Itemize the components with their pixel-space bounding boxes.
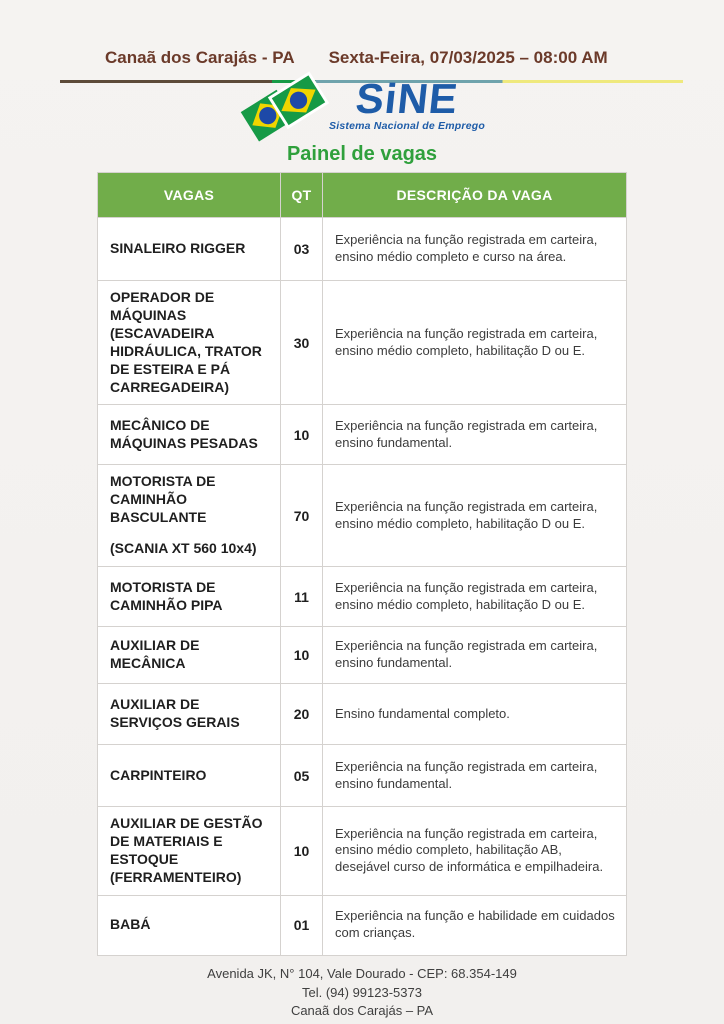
sine-logo <box>0 71 724 143</box>
header-location: Canaã dos Carajás - PA <box>105 48 295 67</box>
header-datetime: Sexta-Feira, 07/03/2025 – 08:00 AM <box>328 48 608 67</box>
vacancy-name-cell: SINALEIRO RIGGER <box>98 218 281 281</box>
vacancy-name-cell: AUXILIAR DE GESTÃO DE MATERIAIS E ESTOQUE (FERRAMENTEIRO) <box>98 807 281 896</box>
table-row <box>98 218 627 281</box>
table-header-row <box>98 173 627 218</box>
vacancy-name-cell: AUXILIAR DE SERVIÇOS GERAIS <box>98 684 281 745</box>
column-header-vagas: VAGAS <box>98 173 281 218</box>
sine-logo-text <box>329 71 485 132</box>
sine-logo-subtitle: Sistema Nacional de Emprego <box>329 120 485 132</box>
page-title: Painel de vagas <box>286 143 438 165</box>
vacancy-quantity-cell: 10 <box>281 627 323 684</box>
sine-wordmark: SiNE <box>353 75 461 122</box>
table-row <box>98 684 627 745</box>
vacancy-name-cell: BABÁ <box>98 895 281 955</box>
table-row <box>98 281 627 405</box>
vacancy-quantity-cell: 05 <box>281 745 323 807</box>
vacancy-quantity-cell: 30 <box>281 281 323 405</box>
vacancy-description-cell: Experiência na função registrada em carteira, ensino médio completo, habilitação D ou E. <box>323 465 627 567</box>
table-row <box>98 567 627 627</box>
vacancy-description-cell: Experiência na função registrada em carteira, ensino fundamental. <box>323 627 627 684</box>
vacancies-table <box>97 172 627 956</box>
vacancy-description-cell: Experiência na função registrada em carteira, ensino médio completo e curso na área. <box>323 218 627 281</box>
column-header-qt: QT <box>281 173 323 218</box>
vacancy-name-cell: MECÂNICO DE MÁQUINAS PESADAS <box>98 405 281 465</box>
vacancy-name-cell: MOTORISTA DE CAMINHÃO PIPA <box>98 567 281 627</box>
vacancy-quantity-cell: 03 <box>281 218 323 281</box>
vacancy-description-cell: Experiência na função registrada em carteira, ensino médio completo, habilitação D ou E. <box>323 281 627 405</box>
vacancy-name-cell: AUXILIAR DE MECÂNICA <box>98 627 281 684</box>
vacancy-quantity-cell: 10 <box>281 807 323 896</box>
table-row <box>98 807 627 896</box>
document-footer <box>0 965 724 1022</box>
vacancy-quantity-cell: 20 <box>281 684 323 745</box>
vacancy-description-cell: Experiência na função e habilidade em cuidados com crianças. <box>323 895 627 955</box>
vacancy-description-cell: Experiência na função registrada em carteira, ensino fundamental. <box>323 745 627 807</box>
document-header <box>105 48 724 68</box>
table-row <box>98 895 627 955</box>
vacancy-name-cell: CARPINTEIRO <box>98 745 281 807</box>
table-row <box>98 405 627 465</box>
footer-phone: Tel. (94) 99123-5373 <box>302 984 422 1000</box>
vacancy-quantity-cell: 01 <box>281 895 323 955</box>
vacancy-name-cell: MOTORISTA DE CAMINHÃO BASCULANTE (SCANIA XT 560 10x4) <box>98 465 281 567</box>
footer-city: Canaã dos Carajás – PA <box>290 1003 434 1019</box>
table-row <box>98 745 627 807</box>
vacancy-quantity-cell: 10 <box>281 405 323 465</box>
vacancies-body <box>98 218 627 956</box>
footer-address: Avenida JK, N° 104, Vale Dourado - CEP: 68.354-149 <box>207 965 517 981</box>
table-header <box>98 173 627 218</box>
vacancy-description-cell: Experiência na função registrada em carteira, ensino médio completo, habilitação AB, desejável curso de informática e empilhadeira. <box>323 807 627 896</box>
vacancy-description-cell: Ensino fundamental completo. <box>323 684 627 745</box>
vacancy-name-cell: OPERADOR DE MÁQUINAS (ESCAVADEIRA HIDRÁULICA, TRATOR DE ESTEIRA E PÁ CARREGADEIRA) <box>98 281 281 405</box>
column-header-descricao: DESCRIÇÃO DA VAGA <box>323 173 627 218</box>
vacancy-description-cell: Experiência na função registrada em carteira, ensino fundamental. <box>323 405 627 465</box>
table-row <box>98 627 627 684</box>
vacancy-quantity-cell: 70 <box>281 465 323 567</box>
brazil-flag-icon <box>239 71 335 143</box>
table-row <box>98 465 627 567</box>
vacancy-quantity-cell: 11 <box>281 567 323 627</box>
vacancy-description-cell: Experiência na função registrada em carteira, ensino médio completo, habilitação D ou E. <box>323 567 627 627</box>
